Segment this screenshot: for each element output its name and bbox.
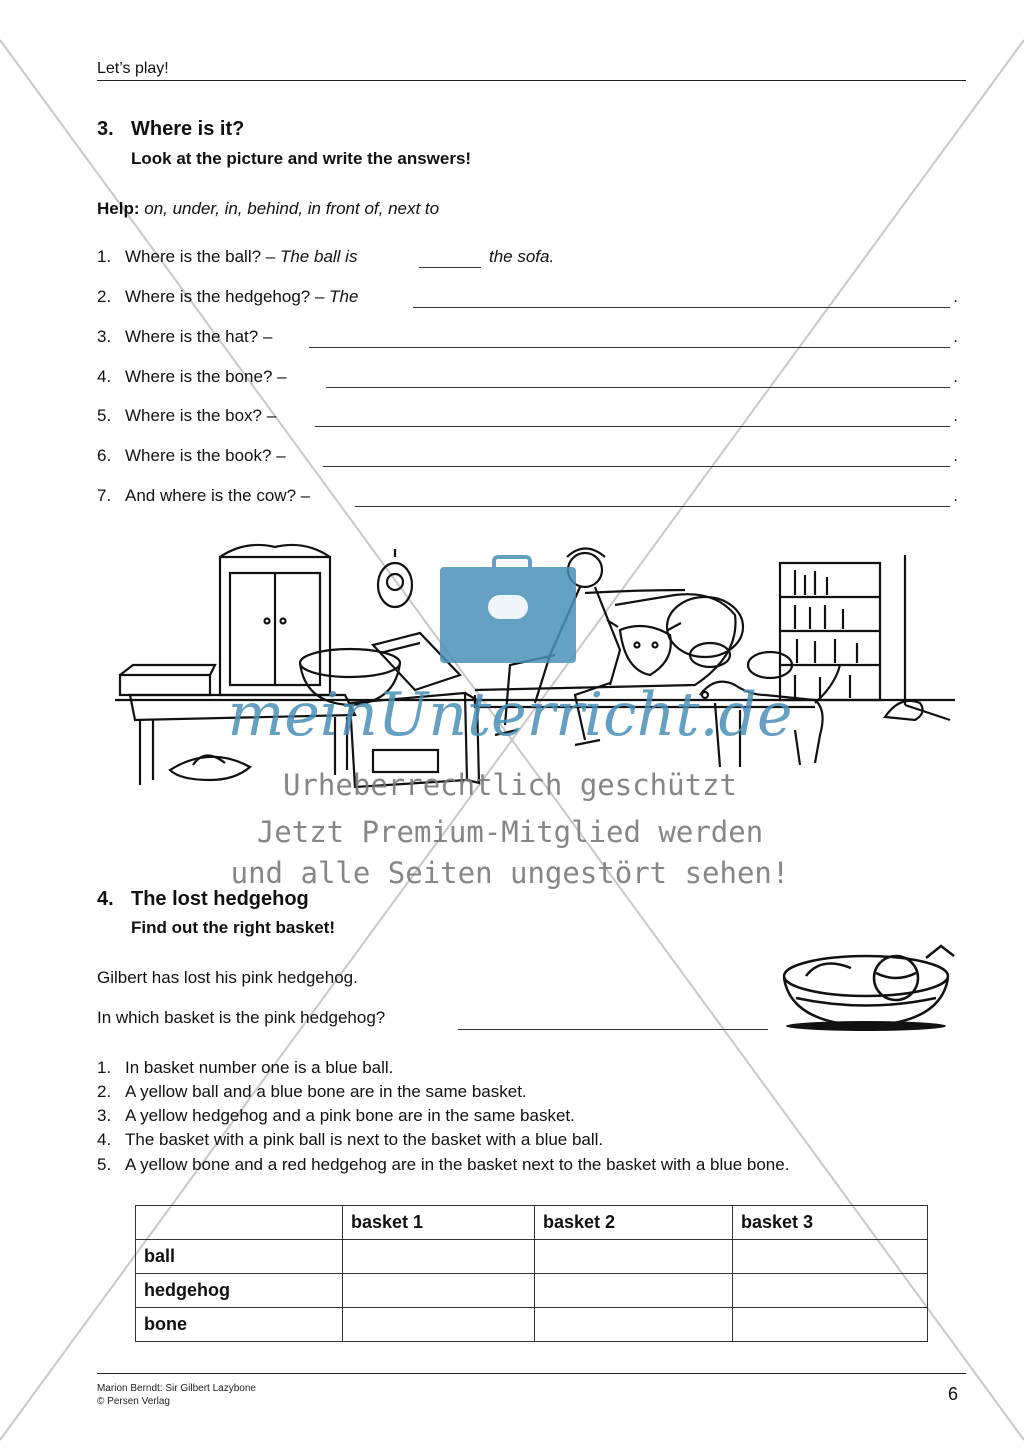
question-number: 2.: [97, 287, 112, 306]
watermark-line-2: Jetzt Premium-Mitglied werden: [256, 815, 764, 849]
answer-cell[interactable]: [343, 1240, 535, 1274]
question-text: Where is the hedgehog? – The: [125, 287, 359, 306]
question-number: 5.: [97, 406, 112, 425]
clue-item: 2. A yellow ball and a blue bone are in the same basket.: [97, 1082, 527, 1101]
section3-instruction: Look at the picture and write the answers!: [131, 149, 472, 168]
question-row: [97, 247, 958, 271]
room-illustration: [115, 535, 955, 835]
answer-cell[interactable]: [535, 1240, 733, 1274]
logic-grid-table: [135, 1205, 928, 1342]
answer-cell[interactable]: [733, 1274, 928, 1308]
section4-number: 4.: [97, 888, 114, 910]
question-text: And where is the cow? –: [125, 486, 311, 505]
question-text: Where is the box? –: [125, 406, 277, 425]
footer-author: Marion Berndt: Sir Gilbert Lazybone: [97, 1383, 256, 1394]
table-row: [136, 1274, 928, 1308]
table-header-row: [136, 1206, 928, 1240]
answer-line[interactable]: [413, 307, 950, 308]
section3-number: 3.: [97, 118, 114, 140]
clue-item: 4. The basket with a pink ball is next to the basket with a blue ball.: [97, 1130, 604, 1149]
question-row: [97, 446, 958, 470]
question-number: 1.: [97, 247, 112, 266]
answer-blank[interactable]: [419, 267, 481, 268]
period: .: [953, 367, 958, 386]
table-row: [136, 1308, 928, 1342]
question-text: Where is the hat? –: [125, 327, 273, 346]
watermark-line-1: Urheberrechtlich geschützt: [283, 768, 737, 802]
row-label: bone: [136, 1308, 343, 1342]
row-label: ball: [136, 1240, 343, 1274]
intro-text: Gilbert has lost his pink hedgehog.: [97, 968, 358, 987]
question-row: [97, 367, 958, 391]
clue-item: 1. In basket number one is a blue ball.: [97, 1058, 394, 1077]
answer-end: the sofa.: [489, 247, 555, 266]
help-line: [97, 199, 439, 219]
help-words: on, under, in, behind, in front of, next to: [144, 199, 440, 218]
period: .: [953, 486, 958, 505]
answer-cell[interactable]: [535, 1308, 733, 1342]
answer-cell[interactable]: [343, 1308, 535, 1342]
row-label: hedgehog: [136, 1274, 343, 1308]
question-text: Where is the ball? – The ball is: [125, 247, 358, 266]
question-row: [97, 406, 958, 430]
question-row: [97, 486, 958, 510]
table-row: [136, 1240, 928, 1274]
question-number: 6.: [97, 446, 112, 465]
answer-cell[interactable]: [733, 1308, 928, 1342]
footer-rule: [97, 1373, 966, 1374]
section4-instruction: Find out the right basket!: [131, 918, 335, 937]
clue-item: 3. A yellow hedgehog and a pink bone are in the same basket.: [97, 1106, 575, 1125]
basket-drawing: [776, 938, 966, 1033]
question-number: 3.: [97, 327, 112, 346]
question-number: 7.: [97, 486, 112, 505]
header-cell: basket 2: [535, 1206, 733, 1240]
answer-line[interactable]: [355, 506, 950, 507]
period: .: [953, 327, 958, 346]
period: .: [953, 446, 958, 465]
header-cell: basket 3: [733, 1206, 928, 1240]
question-row: [97, 327, 958, 351]
clue-item: 5. A yellow bone and a red hedgehog are in the basket next to the basket with a blue bone.: [97, 1155, 790, 1174]
header-cell: [136, 1206, 343, 1240]
answer-line[interactable]: [326, 387, 950, 388]
answer-line[interactable]: [315, 426, 950, 427]
question-text: Where is the book? –: [125, 446, 286, 465]
section3-title: Where is it?: [131, 118, 245, 140]
basket-question: In which basket is the pink hedgehog?: [97, 1008, 386, 1027]
help-label: Help:: [97, 199, 140, 218]
page-number: 6: [948, 1384, 959, 1404]
basket-answer-line[interactable]: [458, 1029, 768, 1030]
period: .: [953, 406, 958, 425]
question-text: Where is the bone? –: [125, 367, 287, 386]
answer-cell[interactable]: [535, 1274, 733, 1308]
watermark-brand: meinUnterricht.de: [227, 680, 793, 750]
running-title: Let’s play!: [97, 60, 169, 77]
answer-line[interactable]: [309, 347, 950, 348]
header-cell: basket 1: [343, 1206, 535, 1240]
header-rule: [97, 80, 966, 81]
watermark-line-3: und alle Seiten ungestört sehen!: [230, 856, 790, 890]
footer-publisher: © Persen Verlag: [97, 1396, 170, 1407]
question-number: 4.: [97, 367, 112, 386]
question-row: [97, 287, 958, 311]
answer-cell[interactable]: [343, 1274, 535, 1308]
section4-title: The lost hedgehog: [131, 888, 309, 910]
period: .: [953, 287, 958, 306]
answer-cell[interactable]: [733, 1240, 928, 1274]
answer-line[interactable]: [323, 466, 950, 467]
